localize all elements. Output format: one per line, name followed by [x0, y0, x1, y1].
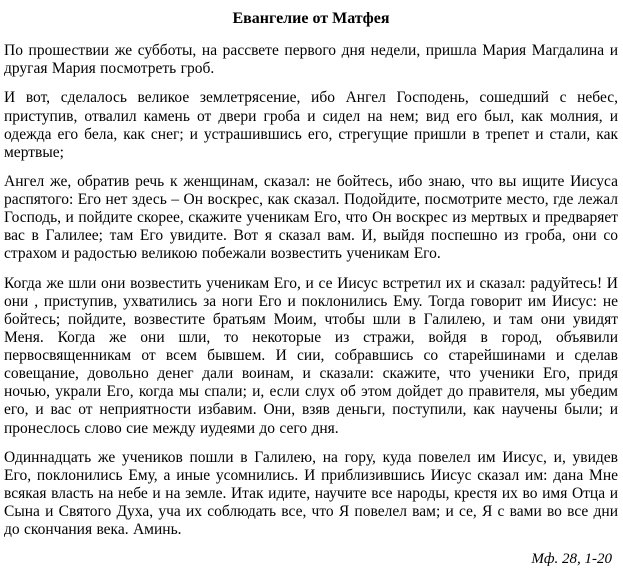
document-title: Евангелие от Матфея: [232, 10, 390, 27]
paragraph-2: И вот, сделалось великое землетрясение, ибо Ангел Господень, сошедший с небес, приступив, отвалил камень от двери гроба и сидел на нем; вид его был, как молния, и одежда его бела, как снег; и устрашившись его, стрегущие пришли в трепет и стали, как мертвые;: [4, 89, 618, 161]
paragraph-5: Одиннадцать же учеников пошли в Галилею, на гору, куда повелел им Иисус, и, увидев Его, поклонились Ему, а иные усомнились. И приблизившись Иисус сказал им: дана Мне всякая власть на небе и на земле. Итак идите, научите все народы, крестя их во имя Отца и Сына и Святого Духа, уча их соблюдать все, что Я повелел вам; и се, Я с вами во все дни до скончания века. Аминь.: [4, 448, 618, 539]
paragraph-1: По прошествии же субботы, на рассвете первого дня недели, пришла Мария Магдалина и другая Мария посмотреть гроб.: [4, 42, 618, 78]
scripture-reference: Мф. 28, 1-20: [531, 551, 612, 567]
paragraph-3: Ангел же, обратив речь к женщинам, сказал: не бойтесь, ибо знаю, что вы ищите Иисуса распятого: Его нет здесь – Он воскрес, как сказал. Подойдите, посмотрите место, где лежал Господь, и пойдите скорее, скажите ученикам Его, что Он воскрес из мертвых и предваряет вас в Галилее; там Его увидите. Вот я сказал вам. И, выйдя поспешно из гроба, они со страхом и радостью великою побежали возвестить ученикам Его.: [4, 172, 618, 263]
paragraph-4: Когда же шли они возвестить ученикам Его, и се Иисус встретил их и сказал: радуйтесь! И они , приступив, ухватились за ноги Его и поклонились Ему. Тогда говорит им Иисус: не бойтесь; пойдите, возвестите братьям Моим, чтобы шли в Галилею, и там они увидят Меня. Когда же они шли, то некоторые из стражи, войдя в город, объявили первосвященникам от всем бывшем. И сии, собравшись со старейшинами и сделав совещание, довольно денег дали воинам, и сказали: скажите, что ученики Его, придя ночью, украли Его, когда мы спали; и, если слух об этом дойдет до правителя, мы убедим его, и вас от неприятности избавим. Они, взяв деньги, поступили, как научены были; и пронеслось слово сие между иудеями до сего дня.: [4, 274, 618, 437]
